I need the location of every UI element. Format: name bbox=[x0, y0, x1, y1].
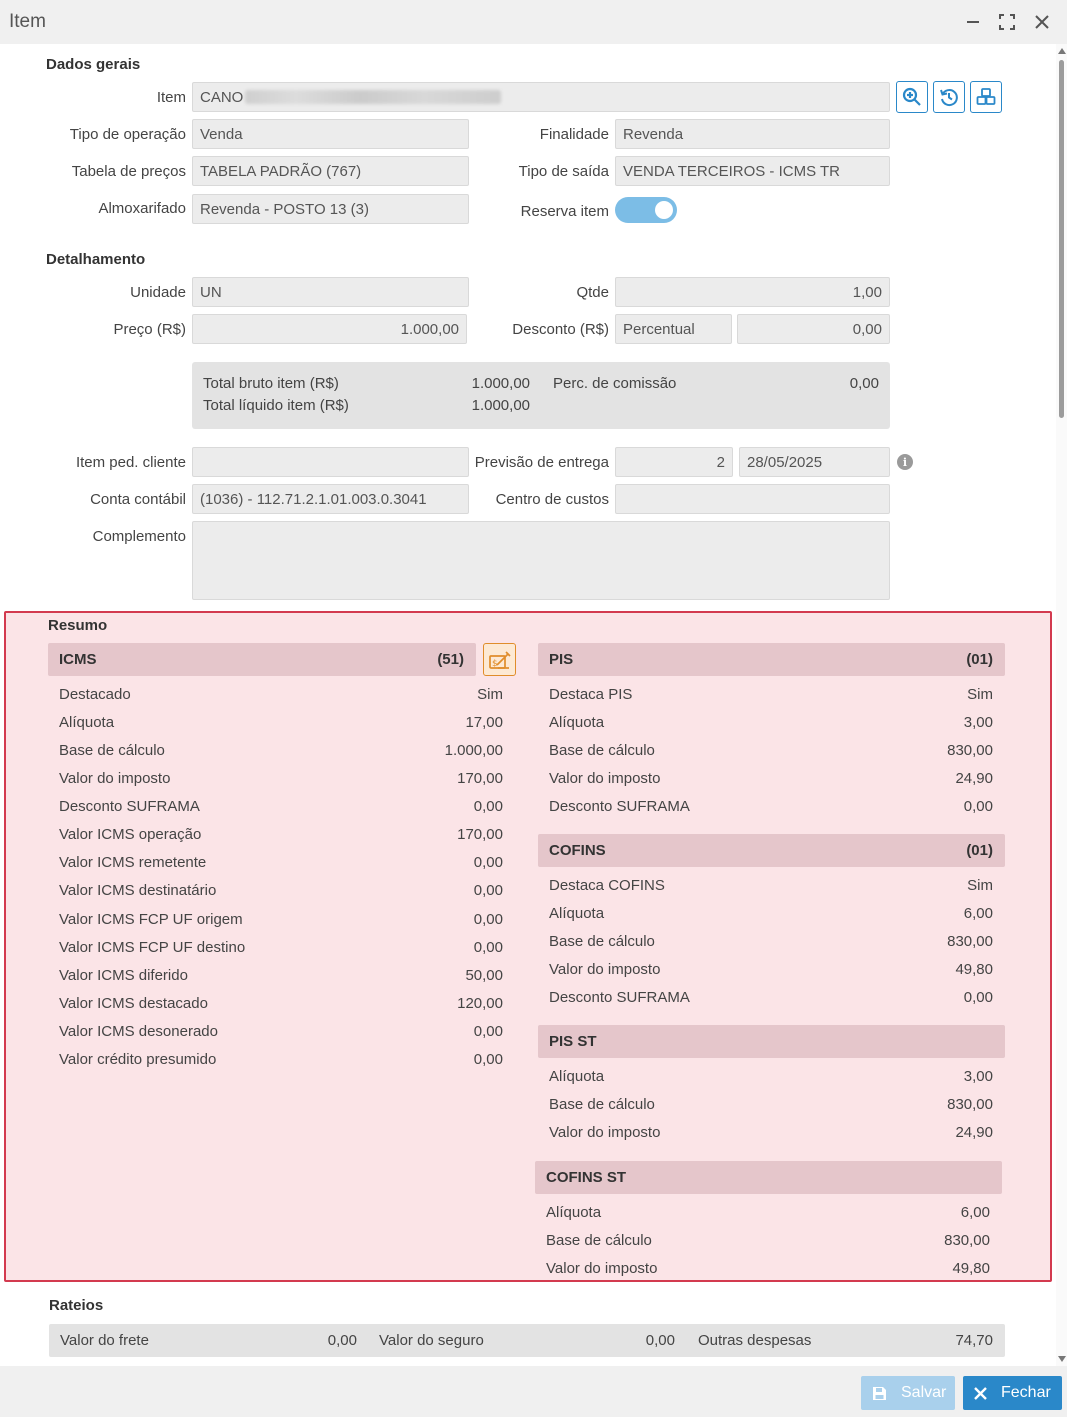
save-icon bbox=[872, 1386, 887, 1401]
tipo-operacao-label: Tipo de operação bbox=[69, 126, 186, 143]
row-label: Alíquota bbox=[549, 1068, 605, 1085]
preco-field[interactable]: 1.000,00 bbox=[192, 314, 467, 344]
svg-text:$: $ bbox=[491, 658, 498, 669]
pis-row bbox=[549, 712, 993, 734]
toggle-knob bbox=[655, 201, 673, 219]
cofins-name: COFINS bbox=[549, 842, 606, 859]
pis-code: (01) bbox=[966, 651, 993, 668]
qtde-field[interactable]: 1,00 bbox=[615, 277, 890, 307]
total-bruto-value: 1.000,00 bbox=[471, 375, 530, 392]
tipo-saida-field[interactable]: VENDA TERCEIROS - ICMS TR bbox=[615, 156, 890, 186]
icms-row bbox=[59, 684, 503, 706]
icms-row bbox=[59, 909, 503, 931]
tabela-precos-field[interactable]: TABELA PADRÃO (767) bbox=[192, 156, 469, 186]
pis-st-row bbox=[549, 1122, 993, 1144]
icms-row bbox=[59, 993, 503, 1015]
icms-name: ICMS bbox=[59, 651, 97, 668]
info-icon[interactable]: i bbox=[897, 454, 913, 470]
window-title-bar bbox=[0, 0, 1067, 44]
row-value: 0,00 bbox=[473, 882, 503, 899]
save-button[interactable] bbox=[861, 1376, 955, 1410]
conta-contabil-field[interactable]: (1036) - 112.71.2.1.01.003.0.3041 bbox=[192, 484, 469, 514]
row-label: Valor ICMS operação bbox=[59, 826, 202, 843]
preco-label: Preço (R$) bbox=[113, 321, 186, 338]
section-title-detalhamento: Detalhamento bbox=[46, 251, 146, 268]
row-label: Alíquota bbox=[546, 1204, 602, 1221]
close-label: Fechar bbox=[1001, 1384, 1051, 1401]
total-liquido-value: 1.000,00 bbox=[471, 397, 530, 414]
unidade-label: Unidade bbox=[130, 284, 186, 301]
row-value: 830,00 bbox=[947, 1096, 993, 1113]
row-value: 830,00 bbox=[947, 933, 993, 950]
cofins-header bbox=[538, 834, 1005, 867]
finalidade-field[interactable]: Revenda bbox=[615, 119, 890, 149]
cofins-row bbox=[549, 875, 993, 897]
icms-row bbox=[59, 937, 503, 959]
row-label: Valor ICMS destacado bbox=[59, 995, 208, 1012]
cofins-st-row bbox=[546, 1258, 990, 1280]
row-value: 49,80 bbox=[952, 1260, 990, 1277]
tipo-saida-label: Tipo de saída bbox=[518, 163, 609, 180]
centro-custos-field[interactable] bbox=[615, 484, 890, 514]
row-value: Sim bbox=[967, 686, 993, 703]
comissao-value: 0,00 bbox=[849, 375, 879, 392]
scrollbar[interactable] bbox=[1056, 44, 1067, 1366]
frete-label: Valor do frete bbox=[60, 1332, 149, 1349]
row-label: Valor do imposto bbox=[59, 770, 171, 787]
outras-despesas-label: Outras despesas bbox=[698, 1332, 812, 1349]
row-value: 120,00 bbox=[457, 995, 503, 1012]
icms-row bbox=[59, 712, 503, 734]
history-button[interactable] bbox=[933, 81, 965, 113]
comissao-label: Perc. de comissão bbox=[553, 375, 677, 392]
row-value: Sim bbox=[967, 877, 993, 894]
complemento-label: Complemento bbox=[92, 528, 186, 545]
row-label: Valor do imposto bbox=[549, 770, 661, 787]
item-value: CANO bbox=[200, 88, 244, 106]
row-value: 3,00 bbox=[963, 714, 993, 731]
icms-row bbox=[59, 768, 503, 790]
centro-custos-label: Centro de custos bbox=[495, 491, 609, 508]
dialog-footer bbox=[0, 1366, 1067, 1417]
desconto-type-select[interactable]: Percentual bbox=[615, 314, 732, 344]
total-bruto-label: Total bruto item (R$) bbox=[203, 375, 339, 392]
unidade-field[interactable]: UN bbox=[192, 277, 469, 307]
row-label: Valor crédito presumido bbox=[59, 1051, 217, 1068]
row-label: Desconto SUFRAMA bbox=[549, 989, 690, 1006]
row-value: 0,00 bbox=[473, 798, 503, 815]
row-value: 0,00 bbox=[473, 1051, 503, 1068]
history-icon bbox=[939, 87, 959, 107]
row-value: 0,00 bbox=[963, 989, 993, 1006]
row-label: Alíquota bbox=[549, 714, 605, 731]
item-label: Item bbox=[156, 89, 186, 106]
pis-st-row bbox=[549, 1066, 993, 1088]
close-x-icon bbox=[974, 1387, 987, 1400]
pis-row bbox=[549, 684, 993, 706]
row-label: Valor ICMS diferido bbox=[59, 967, 188, 984]
save-label: Salvar bbox=[901, 1384, 947, 1401]
boxes-icon bbox=[976, 87, 996, 107]
tipo-operacao-field[interactable]: Venda bbox=[192, 119, 469, 149]
cofins-st-name: COFINS ST bbox=[546, 1169, 627, 1186]
row-label: Alíquota bbox=[549, 905, 605, 922]
pis-row bbox=[549, 796, 993, 818]
scroll-down-arrow[interactable] bbox=[1058, 1356, 1066, 1362]
icms-row bbox=[59, 740, 503, 762]
row-value: 830,00 bbox=[944, 1232, 990, 1249]
pis-st-header bbox=[538, 1025, 1005, 1058]
item-form bbox=[0, 44, 1056, 1366]
row-label: Base de cálculo bbox=[549, 742, 655, 759]
pis-row bbox=[549, 740, 993, 762]
row-label: Desconto SUFRAMA bbox=[549, 798, 690, 815]
cofins-row bbox=[549, 903, 993, 925]
icms-code: (51) bbox=[437, 651, 464, 668]
row-value: 49,80 bbox=[955, 961, 993, 978]
seguro-value: 0,00 bbox=[645, 1332, 675, 1349]
cofins-code: (01) bbox=[966, 842, 993, 859]
row-label: Valor do imposto bbox=[549, 1124, 661, 1141]
row-value: 3,00 bbox=[963, 1068, 993, 1085]
close-icon[interactable] bbox=[1029, 9, 1055, 35]
icms-row bbox=[59, 880, 503, 902]
edit-icms-button[interactable] bbox=[483, 643, 516, 676]
item-ped-cliente-label: Item ped. cliente bbox=[75, 454, 186, 471]
icms-row bbox=[59, 852, 503, 874]
section-title-rateios: Rateios bbox=[49, 1297, 104, 1314]
qtde-label: Qtde bbox=[576, 284, 609, 301]
scroll-thumb[interactable] bbox=[1059, 60, 1064, 418]
row-label: Valor ICMS destinatário bbox=[59, 882, 217, 899]
row-label: Valor ICMS FCP UF destino bbox=[59, 939, 246, 956]
row-value: 6,00 bbox=[963, 905, 993, 922]
item-field[interactable] bbox=[192, 82, 890, 112]
total-liquido-label: Total líquido item (R$) bbox=[203, 397, 349, 414]
cofins-row bbox=[549, 959, 993, 981]
window-title: Item bbox=[9, 11, 46, 32]
row-value: 24,90 bbox=[955, 770, 993, 787]
row-label: Base de cálculo bbox=[549, 1096, 655, 1113]
icms-header bbox=[48, 643, 476, 676]
row-label: Alíquota bbox=[59, 714, 115, 731]
icms-row bbox=[59, 1021, 503, 1043]
pis-name: PIS bbox=[549, 651, 574, 668]
item-ped-cliente-field[interactable] bbox=[192, 447, 469, 477]
cofins-st-row bbox=[546, 1230, 990, 1252]
row-label: Valor ICMS FCP UF origem bbox=[59, 911, 243, 928]
cofins-row bbox=[549, 987, 993, 1009]
row-label: Destacado bbox=[59, 686, 131, 703]
cofins-st-header bbox=[535, 1161, 1002, 1194]
desconto-field[interactable]: 0,00 bbox=[737, 314, 890, 344]
pis-st-row bbox=[549, 1094, 993, 1116]
section-title-resumo: Resumo bbox=[48, 617, 108, 634]
search-item-button[interactable] bbox=[896, 81, 928, 113]
section-title-dados-gerais: Dados gerais bbox=[46, 56, 141, 73]
minimize-icon[interactable] bbox=[960, 9, 986, 35]
cofins-row bbox=[549, 931, 993, 953]
close-button[interactable] bbox=[963, 1376, 1062, 1410]
row-label: Destaca PIS bbox=[549, 686, 633, 703]
complemento-textarea[interactable] bbox=[192, 521, 890, 600]
pis-row bbox=[549, 768, 993, 790]
scroll-up-arrow[interactable] bbox=[1058, 48, 1066, 54]
row-value: 0,00 bbox=[473, 911, 503, 928]
icms-row bbox=[59, 824, 503, 846]
previsao-entrega-date-field[interactable]: 28/05/2025 bbox=[739, 447, 890, 477]
finalidade-label: Finalidade bbox=[539, 126, 609, 143]
row-value: 0,00 bbox=[473, 939, 503, 956]
row-label: Base de cálculo bbox=[59, 742, 165, 759]
search-icon bbox=[902, 87, 922, 107]
pis-st-name: PIS ST bbox=[549, 1033, 597, 1050]
row-value: 0,00 bbox=[473, 854, 503, 871]
row-value: 170,00 bbox=[457, 770, 503, 787]
pis-header bbox=[538, 643, 1005, 676]
row-label: Base de cálculo bbox=[546, 1232, 652, 1249]
previsao-entrega-days-field[interactable]: 2 bbox=[615, 447, 733, 477]
previsao-entrega-label: Previsão de entrega bbox=[474, 454, 609, 471]
row-label: Base de cálculo bbox=[549, 933, 655, 950]
reserva-item-toggle[interactable] bbox=[615, 197, 677, 223]
maximize-icon[interactable] bbox=[994, 9, 1020, 35]
icms-row bbox=[59, 965, 503, 987]
totals-panel bbox=[192, 362, 890, 429]
row-value: 17,00 bbox=[465, 714, 503, 731]
row-label: Desconto SUFRAMA bbox=[59, 798, 200, 815]
row-value: 1.000,00 bbox=[444, 742, 503, 759]
row-value: 6,00 bbox=[960, 1204, 990, 1221]
row-value: 0,00 bbox=[473, 1023, 503, 1040]
rateios-panel bbox=[49, 1324, 1005, 1357]
row-value: 0,00 bbox=[963, 798, 993, 815]
row-label: Valor ICMS desonerado bbox=[59, 1023, 218, 1040]
row-value: Sim bbox=[477, 686, 503, 703]
stock-button[interactable] bbox=[970, 81, 1002, 113]
outras-despesas-value: 74,70 bbox=[955, 1332, 993, 1349]
resumo-panel bbox=[4, 611, 1052, 1282]
icms-row bbox=[59, 796, 503, 818]
seguro-label: Valor do seguro bbox=[379, 1332, 484, 1349]
row-value: 170,00 bbox=[457, 826, 503, 843]
row-label: Valor do imposto bbox=[546, 1260, 658, 1277]
row-value: 830,00 bbox=[947, 742, 993, 759]
row-label: Valor ICMS remetente bbox=[59, 854, 207, 871]
tabela-precos-label: Tabela de preços bbox=[71, 163, 186, 180]
item-description-blurred bbox=[245, 90, 501, 104]
row-label: Valor do imposto bbox=[549, 961, 661, 978]
row-value: 50,00 bbox=[465, 967, 503, 984]
row-label: Destaca COFINS bbox=[549, 877, 665, 894]
edit-tax-icon bbox=[488, 649, 512, 671]
almoxarifado-field[interactable]: Revenda - POSTO 13 (3) bbox=[192, 194, 469, 224]
icms-row bbox=[59, 1049, 503, 1071]
desconto-label: Desconto (R$) bbox=[512, 321, 609, 338]
row-value: 24,90 bbox=[955, 1124, 993, 1141]
cofins-st-row bbox=[546, 1202, 990, 1224]
almoxarifado-label: Almoxarifado bbox=[98, 200, 186, 217]
reserva-item-label: Reserva item bbox=[520, 203, 609, 220]
conta-contabil-label: Conta contábil bbox=[90, 491, 186, 508]
frete-value: 0,00 bbox=[327, 1332, 357, 1349]
